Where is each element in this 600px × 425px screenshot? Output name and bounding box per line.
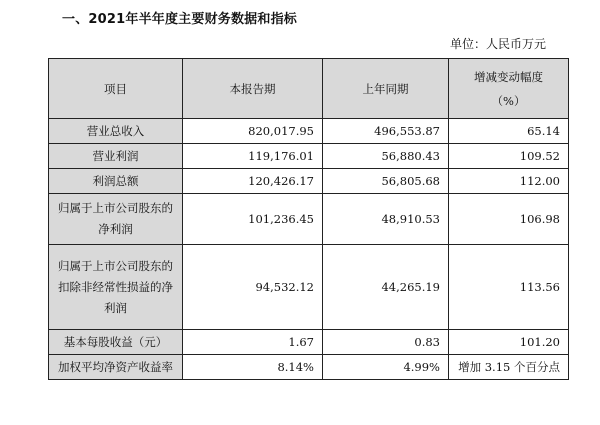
row-label: 营业利润: [49, 144, 183, 169]
cell-current: 119,176.01: [183, 144, 323, 169]
cell-change: 109.52: [449, 144, 569, 169]
cell-previous: 4.99%: [323, 355, 449, 380]
table-row: [49, 355, 569, 380]
cell-current: 94,532.12: [183, 245, 323, 330]
row-label-line: 归属于上市公司股东的: [58, 258, 173, 273]
section-heading: 一、2021年半年度主要财务数据和指标: [62, 12, 297, 27]
header-item: 项目: [49, 59, 183, 119]
row-label: [49, 245, 183, 330]
cell-previous: 0.83: [323, 330, 449, 355]
row-label: [49, 194, 183, 245]
row-label: 加权平均净资产收益率: [49, 355, 183, 380]
row-label-line: 归属于上市公司股东的: [58, 201, 173, 215]
cell-previous: 44,265.19: [323, 245, 449, 330]
cell-change: 增加 3.15 个百分点: [449, 355, 569, 380]
unit-label: 单位：人民币万元: [449, 37, 546, 51]
cell-previous: 56,880.43: [323, 144, 449, 169]
table-row: [49, 144, 569, 169]
cell-change: 101.20: [449, 330, 569, 355]
row-label: 基本每股收益（元）: [49, 330, 183, 355]
row-label: 营业总收入: [49, 119, 183, 144]
table-row: [49, 169, 569, 194]
cell-previous: 48,910.53: [323, 194, 449, 245]
cell-previous: 496,553.87: [323, 119, 449, 144]
table-row: [49, 194, 569, 245]
header-change-rate-line1: 增减变动幅度: [474, 69, 543, 84]
cell-current: 101,236.45: [183, 194, 323, 245]
cell-previous: 56,805.68: [323, 169, 449, 194]
cell-current: 120,426.17: [183, 169, 323, 194]
row-label: 利润总额: [49, 169, 183, 194]
header-previous-period: 上年同期: [323, 59, 449, 119]
cell-current: 1.67: [183, 330, 323, 355]
cell-current: 8.14%: [183, 355, 323, 380]
row-label-line: 扣除非经常性损益的净: [58, 279, 173, 294]
cell-change: 112.00: [449, 169, 569, 194]
table-header-row: [49, 59, 569, 119]
cell-change: 65.14: [449, 119, 569, 144]
financial-data-table: [48, 58, 569, 380]
table-row: [49, 330, 569, 355]
header-current-period: 本报告期: [183, 59, 323, 119]
header-change-rate-line2: （%）: [491, 93, 526, 108]
table-row: [49, 245, 569, 330]
cell-change: 113.56: [449, 245, 569, 330]
table-row: [49, 119, 569, 144]
cell-current: 820,017.95: [183, 119, 323, 144]
row-label-line: 净利润: [98, 222, 133, 236]
cell-change: 106.98: [449, 194, 569, 245]
row-label-line: 利润: [104, 300, 127, 315]
header-change-rate: [449, 59, 569, 119]
